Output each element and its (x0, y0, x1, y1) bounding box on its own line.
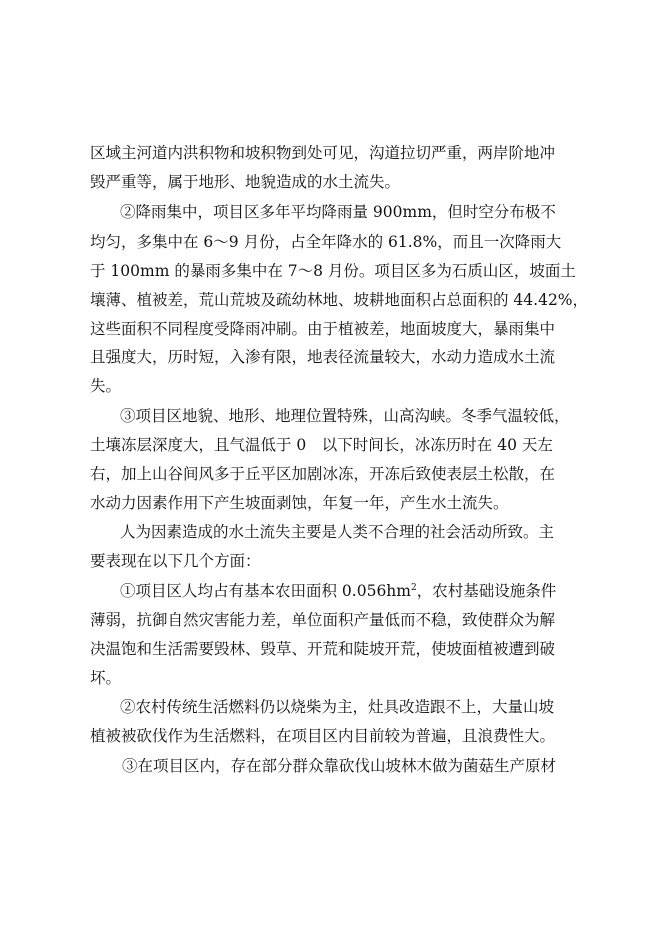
text-line-19: 坏。 (90, 669, 122, 687)
text-line-7: 这些面积不同程度受降雨冲刷。由于植被差，地面坡度大，暴雨集中 (90, 320, 556, 338)
text-line-9: 失。 (90, 377, 122, 395)
text-line-16 (120, 580, 620, 602)
text-line-15: 要表现在以下几个方面： (90, 552, 261, 570)
text-line-16-tail: ，农村基础设施条件 (416, 582, 557, 600)
text-line-14: 人为因素造成的水土流失主要是人类不合理的社会活动所致。主 (120, 523, 555, 541)
text-line-17: 薄弱，抗御自然灾害能力差，单位面积产量低而不稳，致使群众为解 (90, 611, 556, 629)
text-line-13: 水动力因素作用下产生坡面剥蚀，年复一年，产生水土流失。 (90, 494, 509, 512)
text-line-1: 区域主河道内洪积物和坡积物到处可见，沟道拉切严重，两岸阶地冲 (90, 144, 556, 162)
text-line-12: 右，加上山谷间风多于丘平区加剧冰冻，开冻后致使表层土松散，在 (90, 465, 556, 483)
text-line-18: 决温饱和生活需要毁林、毁草、开荒和陡坡开荒，使坡面植被遭到破 (90, 640, 556, 658)
text-line-20: ②农村传统生活燃料仍以烧柴为主，灶具改造跟不上，大量山坡 (120, 698, 555, 716)
text-line-11: 土壤冻层深度大，且气温低于 0 以下时间长，冰冻历时在 40 天左 (90, 436, 553, 454)
superscript-2: 2 (410, 583, 417, 593)
text-line-6: 壤薄、植被差，荒山荒坡及疏幼林地、坡耕地面积占总面积的 44.42%， (90, 291, 589, 309)
text-line-10: ③项目区地貌、地形、地理位置特殊，山高沟峡。冬季气温较低， (120, 407, 570, 425)
text-line-16-main: ①项目区人均占有基本农田面积 0.056hm (120, 582, 411, 600)
text-line-8: 且强度大，历时短，入渗有限，地表径流量较大，水动力造成水土流 (90, 348, 556, 366)
text-line-5: 于 100mm 的暴雨多集中在 7～8 月份。项目区多为石质山区，坡面土 (90, 262, 576, 280)
text-line-21: 植被被砍伐作为生活燃料，在项目区内目前较为普遍，且浪费性大。 (90, 727, 556, 745)
text-line-22: ③在项目区内，存在部分群众靠砍伐山坡林木做为菌菇生产原材 (122, 757, 557, 775)
text-line-3: ②降雨集中，项目区多年平均降雨量 900mm，但时空分布极不 (120, 203, 556, 221)
text-line-2: 毁严重等，属于地形、地貌造成的水土流失。 (90, 173, 401, 191)
text-line-4: 均匀，多集中在 6～9 月份，占全年降水的 61.8%，而且一次降雨大 (90, 233, 562, 251)
